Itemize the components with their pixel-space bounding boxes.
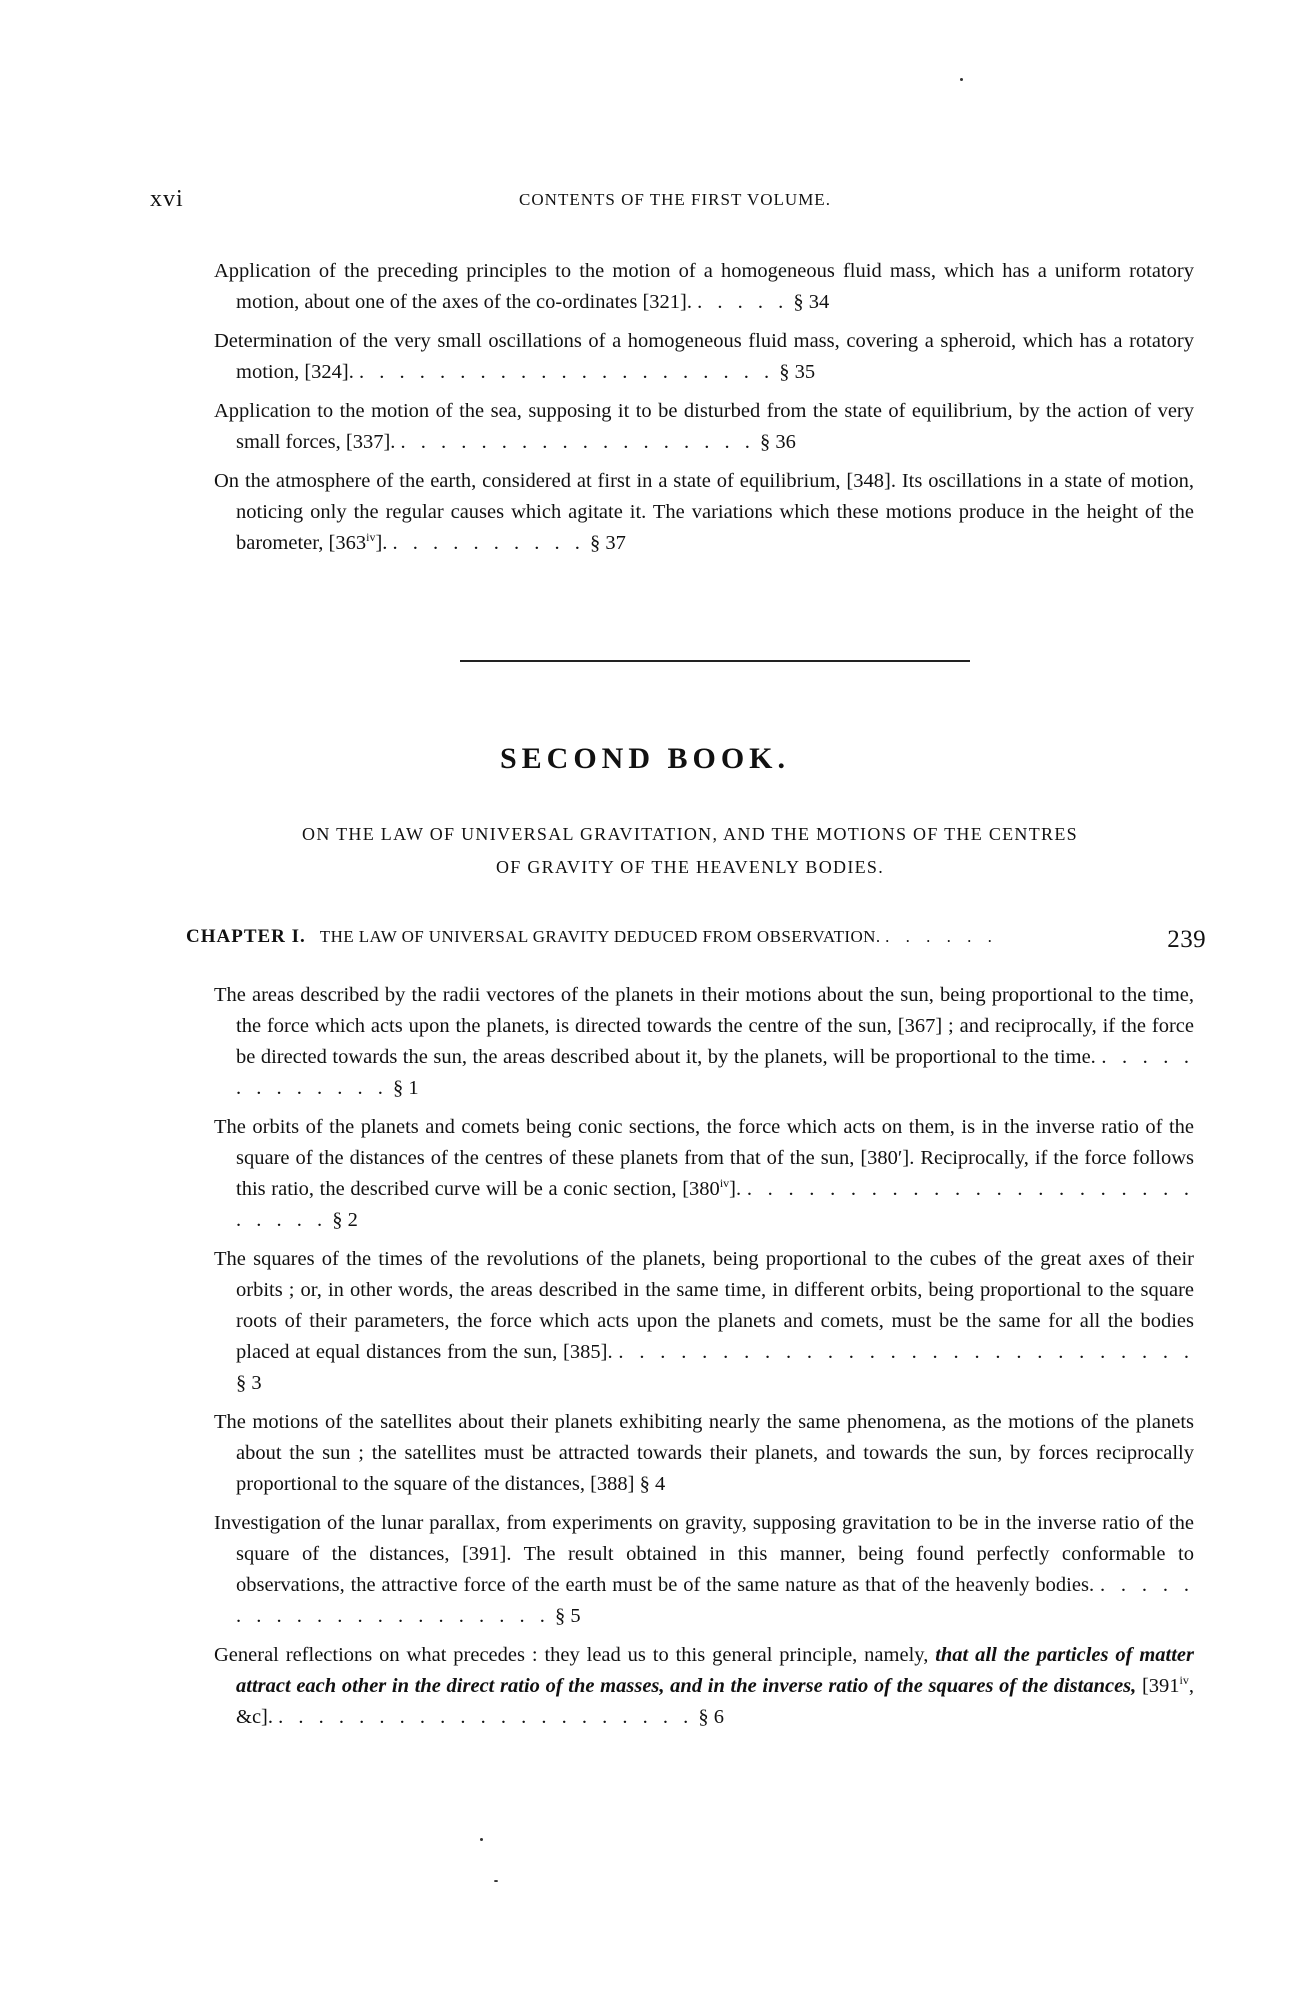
chapter-page-number: 239	[1167, 926, 1206, 953]
section-divider	[460, 660, 970, 662]
book-title: SECOND BOOK.	[499, 742, 791, 775]
section-ref: § 1	[393, 1077, 419, 1099]
toc-entry: The areas described by the radii vectores of the planets in their motions about the sun, being proportional to the time, the force which acts upon the planets, is directed towards the centre of the sun, [367] ; and reciprocally, if the force be directed towards the sun, the areas described about it, by the planets, will be proportional to the time. . . . . . . . . . . . . . § 1	[214, 984, 1194, 1099]
print-speck	[960, 78, 963, 81]
toc-entry: Determination of the very small oscillations of a homogeneous fluid mass, covering a spheroid, which has a rotatory motion, [324]. . . . . . . . . . . . . . . . . . . . . . § 35	[214, 330, 1194, 383]
chapter-entries	[214, 980, 1194, 1741]
section-ref: § 35	[779, 361, 816, 383]
section-ref: § 5	[555, 1605, 581, 1627]
section-ref: § 34	[793, 291, 830, 313]
toc-entry: Application of the preceding principles to the motion of a homogeneous fluid mass, which has a uniform rotatory motion, about one of the axes of the co-ordinates [321]. . . . . . § 34	[214, 260, 1194, 313]
preceding-entries	[214, 256, 1194, 567]
section-ref: § 3	[236, 1372, 262, 1394]
chapter-label: CHAPTER I.	[186, 926, 306, 947]
print-speck	[494, 1880, 498, 1882]
toc-entry: General reflections on what precedes : they lead us to this general principle, namely, that all the particles of matter attract each other in the direct ratio of the masses, and in the inverse ratio of the squares of the distances, [391$^{iv}$, &c]. . . . . . . . . . . . . . . . . . . . . . § 6	[214, 1644, 1195, 1728]
section-ref: § 36	[760, 431, 796, 453]
running-head	[0, 186, 1290, 216]
toc-entry: Application to the motion of the sea, supposing it to be disturbed from the state of equilibrium, by the action of very small forces, [337]. . . . . . . . . . . . . . . . . . . § 36	[214, 400, 1194, 453]
page-number: xvi	[150, 186, 184, 212]
toc-entry: The motions of the satellites about their planets exhibiting nearly the same phenomena, as the motions of the planets about the sun ; the satellites must be attracted towards their planets, and towards the sun, by forces reciprocally proportional to the square of the distances, [388] § 4	[214, 1411, 1194, 1495]
book-subtitle	[180, 818, 1200, 884]
book-subtitle-line: OF GRAVITY OF THE HEAVENLY BODIES.	[495, 857, 885, 877]
section-ref: § 37	[590, 532, 626, 554]
toc-entry: On the atmosphere of the earth, considered at first in a state of equilibrium, [348]. Its oscillations in a state of motion, noticing only the regular causes which agitate it. The variations which these motions produce in the height of the barometer, [363$^{iv}$]. . . . . . . . . . . § 37	[214, 470, 1194, 554]
book-subtitle-line: ON THE LAW OF UNIVERSAL GRAVITATION, AND THE MOTIONS OF THE CENTRES	[302, 824, 1078, 844]
print-speck	[480, 1838, 483, 1841]
section-ref: § 2	[332, 1209, 358, 1231]
chapter-heading: CHAPTER I. THE LAW OF UNIVERSAL GRAVITY DEDUCED FROM OBSERVATION. . . . . . . 239	[186, 926, 1206, 953]
italic-principle: that all the particles of matter attract each other in the direct ratio of the masses, and in the inverse ratio of the squares of the distances,	[236, 1644, 1194, 1697]
section-ref: § 4	[639, 1473, 666, 1495]
toc-entry: The orbits of the planets and comets being conic sections, the force which acts on them, is in the inverse ratio of the square of the distances of the centres of these planets from that of the sun, [380′]. Reciprocally, if the force follows this ratio, the described curve will be a conic section, [380$^{iv}$]. . . . . . . . . . . . . . . . . . . . . . . . . . . . § 2	[214, 1116, 1195, 1231]
toc-entry: Investigation of the lunar parallax, from experiments on gravity, supposing gravitation to be in the inverse ratio of the square of the distances, [391]. The result obtained in this manner, being found perfectly conformable to observations, the attractive force of the earth must be of the same nature as that of the heavenly bodies. . . . . . . . . . . . . . . . . . . . . . § 5	[214, 1512, 1195, 1627]
running-title: CONTENTS OF THE FIRST VOLUME.	[519, 190, 831, 209]
section-ref: § 6	[698, 1706, 724, 1728]
toc-entry: The squares of the times of the revolutions of the planets, being proportional to the cubes of the great axes of their orbits ; or, in other words, the areas described in the same time, in different orbits, being proportional to the square roots of their parameters, the force which acts upon the planets and comets, must be the same for all the bodies placed at equal distances from the sun, [385]. . . . . . . . . . . . . . . . . . . . . . . . . . . . . § 3	[214, 1248, 1195, 1394]
chapter-title: THE LAW OF UNIVERSAL GRAVITY DEDUCED FROM OBSERVATION.	[319, 927, 881, 946]
